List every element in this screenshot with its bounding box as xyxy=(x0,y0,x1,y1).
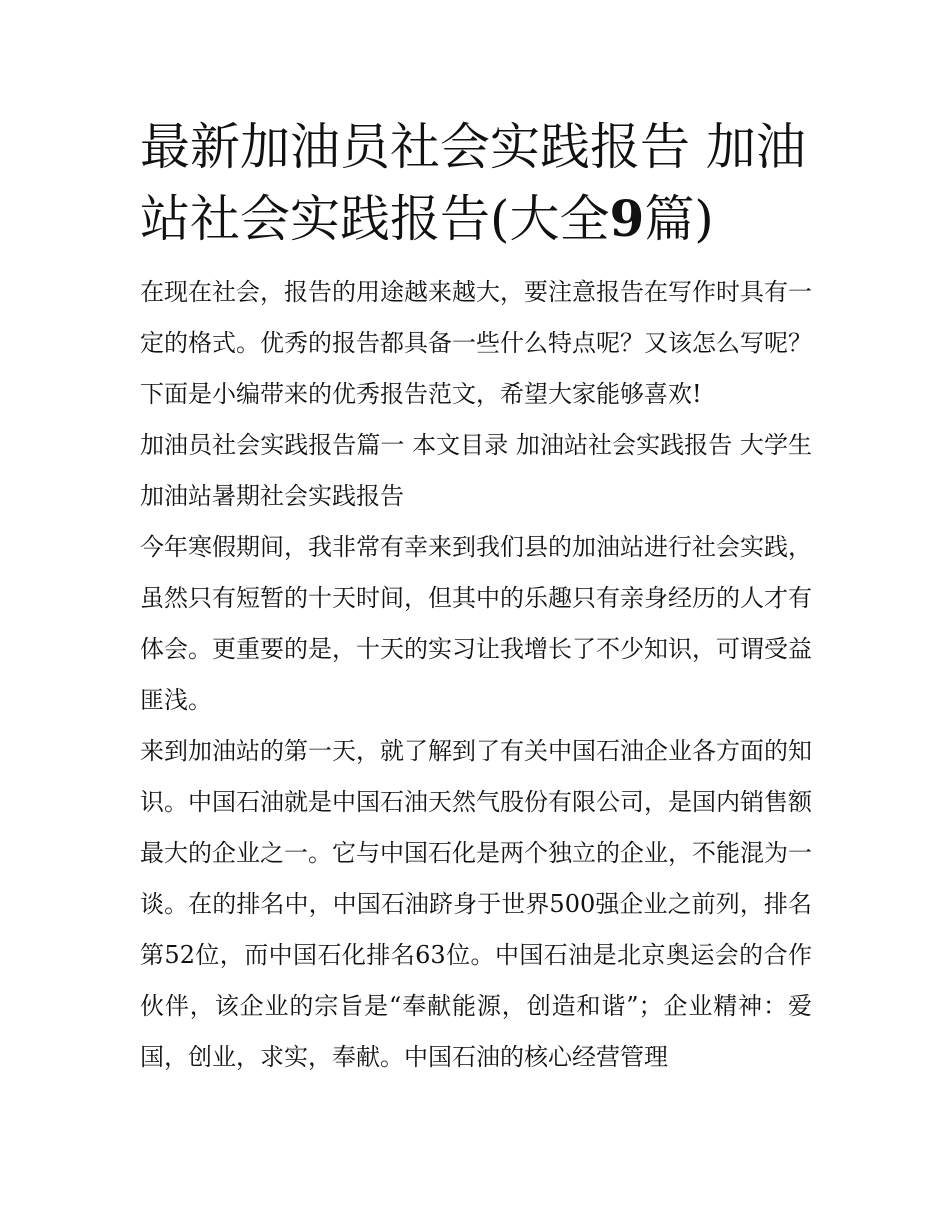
title-text-part-1: 最新加油员社会实践报告 加油站社会实践报告(大全 xyxy=(140,118,806,248)
paragraph-petrochina: 来到加油站的第一天，就了解到了有关中国石油企业各方面的知识。中国石油就是中国石油天然气股份有限公司，是国内销售额最大的企业之一。它与中国石化是两个独立的企业，不能混为一谈。在的排名中，中国石油跻身于世界500强企业之前列，排名第52位，而中国石化排名63位。中国石油是北京奥运会的合作伙伴，该企业的宗旨是“奉献能源，创造和谐”；企业精神：爱国，创业，求实，奉献。中国石油的核心经营管理 xyxy=(140,737,812,1071)
document-title xyxy=(140,112,812,255)
paragraph-intro: 在现在社会，报告的用途越来越大，要注意报告在写作时具有一定的格式。优秀的报告都具备一些什么特点呢？又该怎么写呢？下面是小编带来的优秀报告范文，希望大家能够喜欢! xyxy=(140,278,812,408)
title-text-part-2: 篇) xyxy=(644,190,714,248)
document-content xyxy=(140,112,812,1083)
paragraph-contents: 加油员社会实践报告篇一 本文目录 加油站社会实践报告 大学生加油站暑期社会实践报告 xyxy=(140,431,812,510)
paragraph-winter-practice: 今年寒假期间，我非常有幸来到我们县的加油站进行社会实践，虽然只有短暂的十天时间，但其中的乐趣只有亲身经历的人才有体会。更重要的是，十天的实习让我增长了不少知识，可谓受益匪浅。 xyxy=(140,533,812,714)
title-number: 9 xyxy=(609,189,645,248)
